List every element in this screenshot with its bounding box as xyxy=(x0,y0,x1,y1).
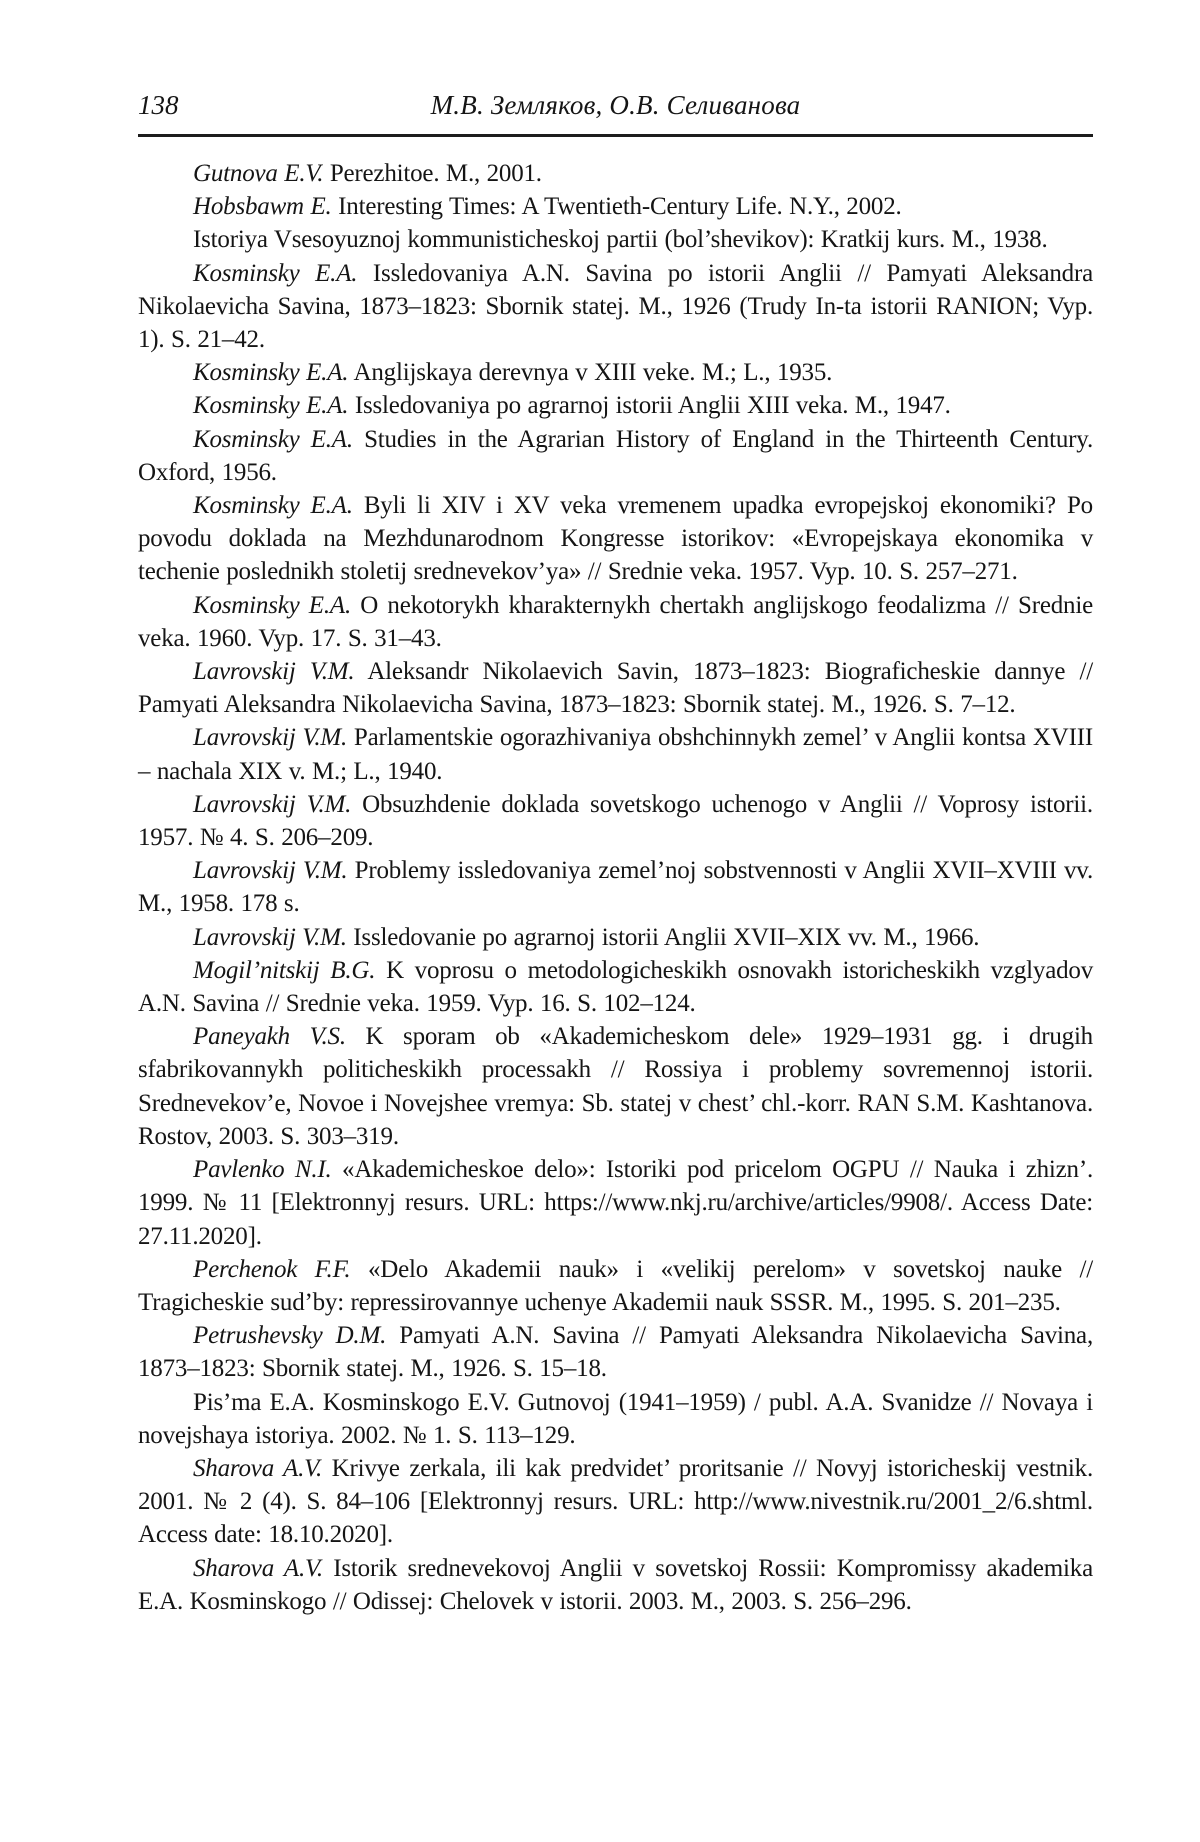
reference-author: Gutnova E.V. xyxy=(193,160,324,187)
reference-author: Kosminsky E.A. xyxy=(193,492,353,520)
reference-author: Kosminsky E.A. xyxy=(193,259,358,287)
reference-item: Pavlenko N.I. «Akademicheskoe delo»: Istoriki pod pricelom OGPU // Nauka i zhizn’. 1999. № 11 [Elektronnyj resurs. URL: https://www.nkj.ru/archive/articles/9908/. Access Date: 27.11.2020]. xyxy=(138,1156,1094,1250)
reference-author: Kosminsky E.A. xyxy=(193,392,349,420)
reference-item: Istoriya Vsesoyuznoj kommunisticheskoj partii (bol’shevikov): Kratkij kurs. M., 1938. xyxy=(193,226,1048,254)
reference-author: Sharova A.V. xyxy=(193,1554,323,1582)
reference-author: Sharova A.V. xyxy=(193,1454,323,1482)
reference-item: Kosminsky E.A. Anglijskaya derevnya v XIII veke. M.; L., 1935. xyxy=(193,359,833,387)
reference-author: Lavrovskij V.M. xyxy=(193,724,348,752)
reference-item: Sharova A.V. Istorik srednevekovoj Anglii v sovetskoj Rossii: Kompromissy akademika E.A. Kosminskogo // Odissej: Chelovek v istorii. 2003. M., 2003. S. 256–296. xyxy=(138,1554,1093,1615)
reference-author: Petrushevsky D.M. xyxy=(193,1322,387,1350)
reference-author: Pavlenko N.I. xyxy=(193,1156,332,1184)
reference-item: Petrushevsky D.M. Pamyati A.N. Savina // Pamyati Aleksandra Nikolaevicha Savina, 1873–1823: Sbornik statej. M., 1926. S. 15–18. xyxy=(138,1322,1093,1383)
reference-item: Lavrovskij V.M. Aleksandr Nikolaevich Savin, 1873–1823: Biograficheskie dannye // Pamyati Aleksandra Nikolaevicha Savina, 1873–1823: Sbornik statej. M., 1926. S. 7–12. xyxy=(138,658,1093,719)
reference-item: Sharova A.V. Krivye zerkala, ili kak predvidet’ proritsanie // Novyj istoricheskij vestnik. 2001. № 2 (4). S. 84–106 [Elektronnyj resurs. URL: http://www.nivestnik.ru/2001_2/6.shtml. Access date: 18.10.2020]. xyxy=(138,1454,1093,1549)
reference-item: Kosminsky E.A. Issledovaniya A.N. Savina po istorii Anglii // Pamyati Aleksandra Nikolaevicha Savina, 1873–1823: Sbornik statej. M., 1926 (Trudy In-ta istorii RANION; Vyp. 1). S. 21–42. xyxy=(138,259,1093,354)
reference-item: Hobsbawm E. Interesting Times: A Twentieth-Century Life. N.Y., 2002. xyxy=(193,193,902,221)
reference-item: Lavrovskij V.M. Obsuzhdenie doklada sovetskogo uchenogo v Anglii // Voprosy istorii. 1957. № 4. S. 206–209. xyxy=(138,790,1093,852)
reference-item: Mogil’nitskij B.G. K voprosu o metodologicheskikh osnovakh istoricheskikh vzglyadov A.N. Savina // Srednie veka. 1959. Vyp. 16. S. 102–124. xyxy=(138,956,1093,1018)
reference-author: Mogil’nitskij B.G. xyxy=(193,956,376,984)
reference-author: Lavrovskij V.M. xyxy=(193,857,348,885)
reference-item: Lavrovskij V.M. Problemy issledovaniya zemel’noj sobstvennosti v Anglii XVII–XVIII vv. M., 1958. 178 s. xyxy=(138,857,1093,918)
reference-author: Lavrovskij V.M. xyxy=(193,923,347,951)
page-header xyxy=(138,90,1093,137)
page-number: 138 xyxy=(138,90,179,120)
reference-item: Kosminsky E.A. Byli li XIV i XV veka vremenem upadka evropejskoj ekonomiki? Po povodu doklada na Mezhdunarodnom Kongresse istorikov: «Evropejskaya ekonomika v techenie poslednikh stoletij srednevekov’ya» // Srednie veka. 1957. Vyp. 10. S. 257–271. xyxy=(138,492,1093,586)
references-list xyxy=(138,157,1093,1618)
reference-item: Lavrovskij V.M. Parlamentskie ogorazhivaniya obshchinnykh zemel’ v Anglii kontsa XVIII – nachala XIX v. M.; L., 1940. xyxy=(138,724,1093,785)
reference-item: Kosminsky E.A. O nekotorykh kharakternykh chertakh anglijskogo feodalizma // Srednie veka. 1960. Vyp. 17. S. 31–43. xyxy=(138,591,1093,652)
running-title: М.В. Земляков, О.В. Селиванова xyxy=(430,90,801,120)
reference-author: Hobsbawm E. xyxy=(193,193,332,221)
reference-author: Kosminsky E.A. xyxy=(193,591,352,619)
reference-author: Lavrovskij V.M. xyxy=(193,658,355,686)
reference-item: Pis’ma E.A. Kosminskogo E.V. Gutnovoj (1941–1959) / publ. A.A. Svanidze // Novaya i novejshaya istoriya. 2002. № 1. S. 113–129. xyxy=(138,1388,1093,1449)
reference-item: Kosminsky E.A. Issledovaniya po agrarnoj istorii Anglii XIII veka. M., 1947. xyxy=(193,392,951,420)
reference-author: Paneyakh V.S. xyxy=(193,1023,346,1051)
reference-item: Kosminsky E.A. Studies in the Agrarian History of England in the Thirteenth Century. Oxford, 1956. xyxy=(138,425,1093,486)
reference-author: Kosminsky E.A. xyxy=(193,425,353,453)
reference-item: Gutnova E.V. Perezhitoe. M., 2001. xyxy=(193,160,542,187)
reference-item: Lavrovskij V.M. Issledovanie po agrarnoj istorii Anglii XVII–XIX vv. M., 1966. xyxy=(193,923,980,951)
reference-author: Kosminsky E.A. xyxy=(193,359,349,387)
reference-author: Perchenok F.F. xyxy=(193,1255,351,1283)
reference-item: Paneyakh V.S. K sporam ob «Akademicheskom dele» 1929–1931 gg. i drugih sfabrikovannykh politicheskikh processakh // Rossiya i problemy sovremennoj istorii. Srednevekov’e, Novoe i Novejshee vremya: Sb. statej v chest’ chl.-korr. RAN S.M. Kashtanova. Rostov, 2003. S. 303–319. xyxy=(138,1023,1093,1150)
reference-author: Lavrovskij V.M. xyxy=(193,790,352,818)
reference-item: Perchenok F.F. «Delo Akademii nauk» i «velikij perelom» v sovetskoj nauke // Tragicheskie sud’by: repressirovannye uchenye Akademii nauk SSSR. M., 1995. S. 201–235. xyxy=(138,1255,1093,1316)
